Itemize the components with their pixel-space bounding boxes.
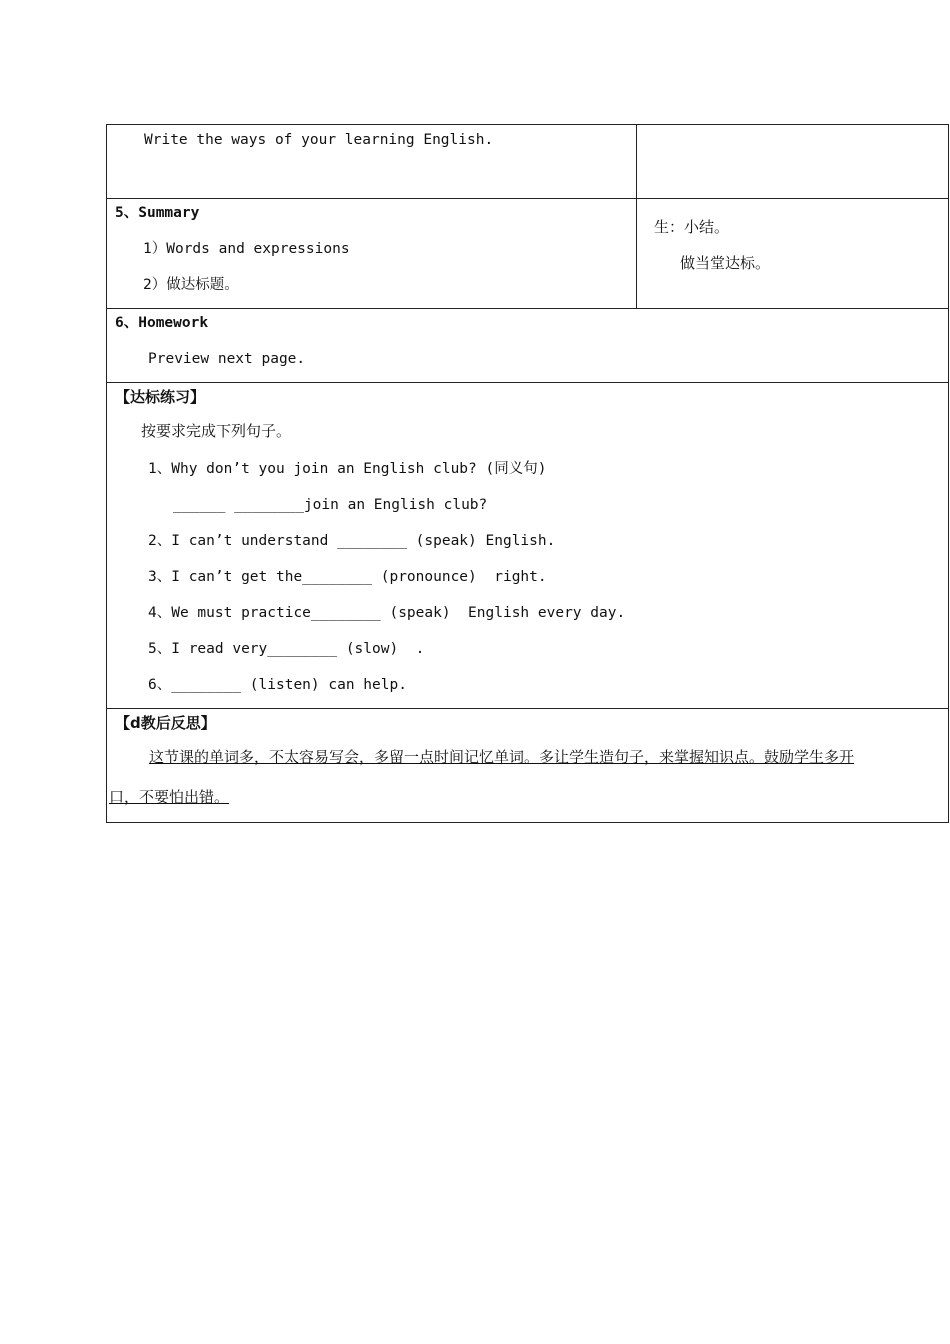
exercise-instruction: 按要求完成下列句子。 <box>141 422 292 440</box>
exercise-line: 5、I read very________ (slow) . <box>148 641 425 657</box>
homework-title: 6、Homework <box>115 315 209 331</box>
summary-right-line: 生：小结。 <box>654 218 730 236</box>
exercise-line: 4、We must practice________ (speak) English every day. <box>148 605 626 621</box>
exercise-line: 2、I can’t understand ________ (speak) English. <box>148 533 556 549</box>
homework-row <box>107 309 949 383</box>
exercise-title: 【达标练习】 <box>115 388 206 406</box>
reflection-line: 这节课的单词多，不太容易写会，多留一点时间记忆单词。多让学生造句子，来掌握知识点。鼓励学生多开 <box>149 748 855 766</box>
exercise-row <box>107 383 949 709</box>
exercise-cell <box>107 383 949 709</box>
summary-cell <box>107 199 637 309</box>
summary-row <box>107 199 949 309</box>
ways-right-cell <box>637 125 949 199</box>
summary-item: 2）做达标题。 <box>143 277 239 293</box>
reflection-line: 口，不要怕出错。 <box>109 788 230 806</box>
homework-text: Preview next page. <box>148 351 306 367</box>
reflection-cell <box>107 709 949 823</box>
reflection-row <box>107 709 949 823</box>
exercise-line: 3、I can’t get the________ (pronounce) right. <box>148 569 547 585</box>
homework-cell <box>107 309 949 383</box>
summary-right-line: 做当堂达标。 <box>680 254 771 272</box>
exercise-line: 6、________ (listen) can help. <box>148 677 407 693</box>
ways-row <box>107 125 949 199</box>
ways-cell <box>107 125 637 199</box>
lesson-plan-table <box>106 124 949 823</box>
reflection-title: 【d教后反思】 <box>115 714 216 732</box>
summary-right-cell <box>637 199 949 309</box>
summary-item: 1）Words and expressions <box>143 241 350 257</box>
summary-title: 5、Summary <box>115 205 200 221</box>
ways-text: Write the ways of your learning English. <box>144 132 494 148</box>
exercise-line: ______ ________join an English club? <box>173 497 488 513</box>
exercise-line: 1、Why don’t you join an English club? (同义句) <box>148 461 547 477</box>
